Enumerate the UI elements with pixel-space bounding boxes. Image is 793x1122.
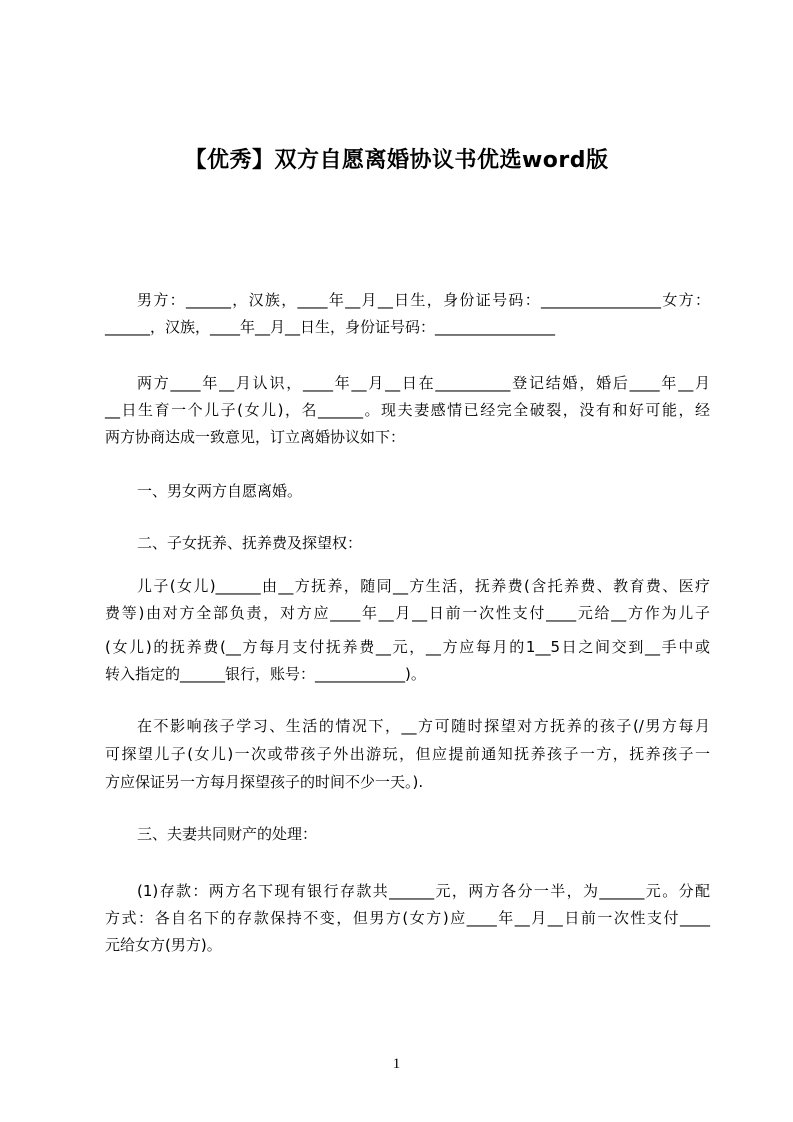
text-line: 儿子(女儿)______由__方抚养，随同__方生活，抚养费(含托养费、教育费、医疗: [137, 577, 710, 595]
text-line: 可探望儿子(女儿)一次或带孩子外出游玩，但应提前通知抚养孩子一方，抚养孩子一: [105, 745, 710, 763]
text-line: 元给女方(男方)。: [105, 936, 222, 954]
text-line: 方式：各自名下的存款保持不变，但男方(女方)应____年__月__日前一次性支付____: [105, 909, 710, 927]
document-title: 【优秀】双方自愿离婚协议书优选word版: [184, 148, 609, 173]
page-number: 1: [392, 1056, 401, 1072]
clause-1-heading: 一、男女两方自愿离婚。: [137, 482, 303, 500]
text-line: 转入指定的______银行，账号：____________)。: [105, 665, 426, 683]
text-line: 两方____年__月认识，____年__月__日在__________登记结婚，婚后____年__月: [137, 374, 710, 392]
text-line: __日生育一个儿子(女儿)，名______。现夫妻感情已经完全破裂，没有和好可能，经: [105, 401, 710, 419]
text-line: (女儿)的抚养费(__方每月支付抚养费__元，__方应每月的1__5日之间交到__手中或: [105, 638, 710, 656]
text-line: (1)存款：两方名下现有银行存款共______元，两方各分一半，为______元。分配: [137, 882, 710, 900]
clause-3-heading: 三、夫妻共同财产的处理：: [137, 825, 318, 843]
text-line: 费等)由对方全部负责，对方应____年__月__日前一次性支付____元给__方作为儿子: [105, 604, 710, 622]
text-line: 男方：______，汉族，____年__月__日生，身份证号码：________________女方：: [137, 291, 710, 309]
text-line: 在不影响孩子学习、生活的情况下，__方可随时探望对方抚养的孩子(/男方每月: [137, 717, 710, 735]
text-line: 两方协商达成一致意见，订立离婚协议如下：: [105, 428, 406, 446]
text-line: ______，汉族，____年__月__日生，身份证号码：________________: [105, 318, 556, 336]
text-line: 方应保证另一方每月探望孩子的时间不少一天。).: [105, 773, 424, 791]
clause-2-heading: 二、子女抚养、抚养费及探望权：: [137, 534, 363, 552]
